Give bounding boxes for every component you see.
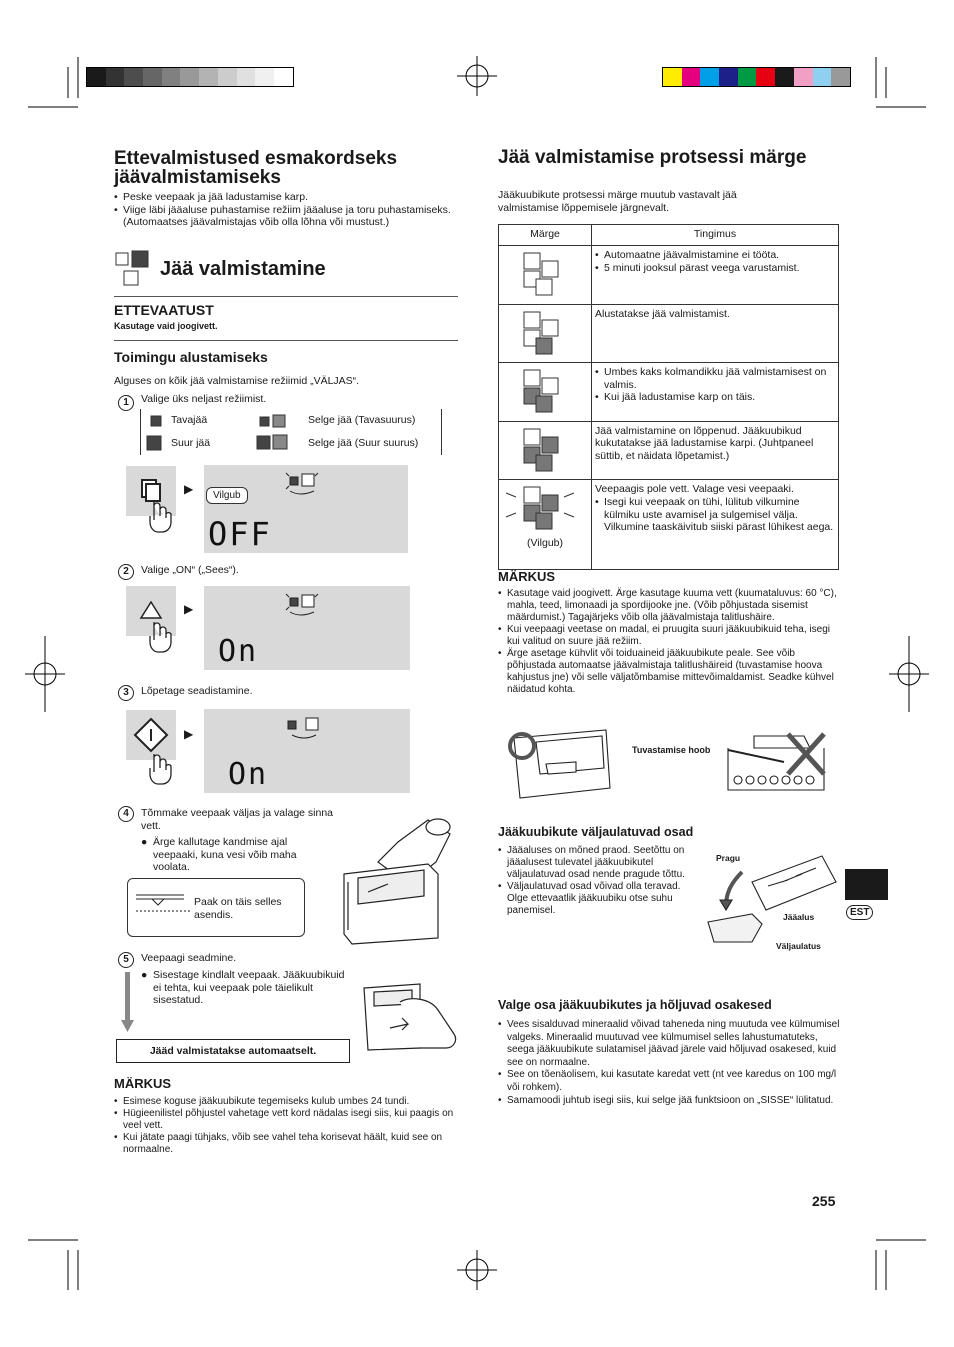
lcd-on-blinking: On [218, 634, 259, 669]
prep-list [114, 191, 454, 229]
list-item: • Kui jää ladustamise karp on täis. [595, 391, 835, 404]
col-tingimus: Tingimus [592, 225, 839, 246]
step-5-text: Veepaagi seadmine. [141, 952, 237, 964]
mode-clear-large: Selge jää (Suur suurus) [308, 437, 419, 449]
right-intro: Jääkuubikute protsessi märge muutub vastavalt jää valmistamise lõppemisele järgnevalt. [498, 189, 737, 214]
label-protrusion: Väljaulatus [776, 941, 821, 951]
hand-pointer-icon [144, 500, 174, 536]
arrow-right-icon: ▶ [184, 727, 194, 741]
step-4-number: 4 [118, 806, 134, 822]
arrow-right-icon: ▶ [184, 482, 194, 496]
blink-ray [564, 493, 574, 497]
color-swatch [274, 68, 293, 86]
lever-illustration [724, 728, 832, 800]
list-item: • Jääaluses on mõned praod. Seetõttu on jääalusest tulevatel jääkuubikutel väljaulatuvad osad nende pragude tõttu. [498, 845, 698, 881]
color-swatch [719, 68, 738, 86]
list-item: • Kui jätate paagi tühjaks, võib see vahel teha korisevat häält, kuid see on normaalne. [114, 1132, 454, 1156]
blink-ray [564, 513, 574, 517]
ice-cubes-icon [114, 249, 158, 291]
list-item: • Väljaulatuvad osad võivad olla teravad. Olge ettevaatlik jääkuubiku otse suhu panemisel. [498, 881, 698, 917]
list-item: • Vees sisalduvad mineraalid võivad taheneda ning muutuda vee külmumisel valgeks. Mineraalid muutuvad vee külmumisel selles lahustumatuteks, seega jääkuubikute sulatamisel jäävad järele vaid hõljuvad osakesed, kuid see on normaalne. [498, 1019, 840, 1069]
caution-title: ETTEVAATUST [114, 302, 214, 318]
step-3-number: 3 [118, 685, 134, 701]
notes-title-left: MÄRKUS [114, 1076, 172, 1091]
color-swatch [775, 68, 794, 86]
cube-status-icon [502, 249, 588, 297]
cube-status-icon [502, 425, 588, 473]
step-3-text: Lõpetage seadistamine. [141, 685, 253, 697]
mode-large: Suur jää [171, 437, 211, 449]
blink-ray [506, 493, 516, 497]
list-item: • Viige läbi jääaluse puhastamise režiim jääaluse ja toru puhastamiseks. (Automaatses jäävalmistajas võib olla lõhna või mustust.) [114, 204, 454, 229]
clear-small-cube-icon [258, 414, 288, 428]
list-item: • Kasutage vaid joogivett. Ärge kasutage kuuma vett (kuumataluvus: 60 °C), mahla, teed, limonaadi ja spordijooke jne. (Võib põhjustada sisemist määrdumist.) Tagajärjeks võib olla jäävalmistaja talitlushäire. [498, 588, 838, 624]
start-intro: Alguses on kõik jää valmistamise režiimid „VÄLJAS“. [114, 375, 360, 387]
insert-tank-illustration [360, 962, 458, 1052]
list-item: • 5 minuti jooksul pärast veega varustamist. [595, 262, 835, 275]
hand-pointer-icon [144, 620, 174, 656]
color-swatch [756, 68, 775, 86]
auto-make-box: Jääd valmistatakse automaatselt. [116, 1039, 350, 1063]
row-text: Jää valmistamine on lõppenud. Jääkuubikud kukutatakse jää ladustamise karpi. (Juhtpaneel süttib, et näidata lõpetamist.) [592, 421, 839, 480]
page-number: 255 [812, 1193, 836, 1209]
list-item: • Automaatne jäävalmistamine ei tööta. [595, 249, 835, 262]
mode-clear-normal: Selge jää (Tavasuurus) [308, 414, 416, 426]
color-swatch [87, 68, 106, 86]
status-table [498, 224, 839, 570]
clear-large-cube-icon [255, 433, 289, 453]
cube-mark [542, 261, 558, 277]
color-swatch [813, 68, 832, 86]
color-swatch [180, 68, 199, 86]
list-item: • See on tõenäolisem, kui kasutate karedat vett (nt vee karedus on 100 mg/l või rohkem). [498, 1069, 840, 1094]
row-text: Alustatakse jää valmistamist. [592, 304, 839, 363]
lever-label: Tuvastamise hoob [632, 745, 711, 755]
list-item: • Kui veepaagi veetase on madal, ei pruugita suuri jääkuubikuid teha, isegi kui valitud on suure jää režiim. [498, 624, 838, 648]
list-item: • Isegi kui veepaak on tühi, lülitub vilkumine külmiku uste avamisel ja sulgemisel välja. Vilkumine taaskäivitub siiski pärast lühikest aega. [595, 496, 835, 534]
cube-status-icon [502, 308, 588, 356]
ice-box-illustration [506, 728, 614, 800]
lcd-on: On [228, 757, 269, 792]
protrude-title: Jääkuubikute väljaulatuvad osad [498, 825, 694, 839]
color-swatch [738, 68, 757, 86]
blinking-cube-icon [282, 469, 322, 495]
right-title: Jää valmistamise protsessi märge [498, 147, 807, 168]
language-tab-marker [845, 869, 888, 900]
water-level-icon [134, 889, 194, 913]
hand-pointer-icon [144, 752, 174, 788]
color-bar [662, 67, 851, 87]
notes-list-right [498, 588, 838, 696]
display-panel-set [204, 709, 410, 793]
color-swatch [663, 68, 682, 86]
cube-mark [542, 320, 558, 336]
step-1-number: 1 [118, 395, 134, 411]
blink-callout: Vilgub [206, 487, 248, 504]
table-row [499, 363, 839, 422]
cube-mark [542, 495, 558, 511]
cube-mark [536, 455, 552, 471]
step-5-note: Sisestage kindlalt veepaak. Jääkuubikuid ei tehta, kui veepaak pole täielikult sisestatud. [153, 969, 345, 1007]
cube-mark [524, 487, 540, 503]
color-swatch [162, 68, 181, 86]
cube-mark [524, 253, 540, 269]
display-panel-on [204, 586, 410, 670]
ice-tray-illustration [702, 852, 838, 948]
list-item: • Samamoodi juhtub isegi siis, kui selge jää funktsioon on „SISSE“ lülitatud. [498, 1095, 840, 1108]
list-item: • Ärge asetage kühvlit või toiduaineid jääkuubikute peale. See võib põhjustada automaatse jäävalmistaja talitlushäireid (tuvastamise hoova kahjustus jne) või selle väljatõmbamise mittevõimaldamist. Seadke kühvel näidatud kohta. [498, 648, 838, 696]
color-swatch [199, 68, 218, 86]
cube-mark [536, 513, 552, 529]
table-row [499, 480, 839, 570]
list-item: • Peske veepaak ja jää ladustamise karp. [114, 191, 454, 204]
label-tray: Jääalus [783, 912, 815, 922]
white-list [498, 1019, 840, 1107]
step-4-text: Tõmmake veepaak väljas ja valage sinna vett. [141, 807, 334, 832]
color-swatch [255, 68, 274, 86]
caution-text: Kasutage vaid joogivett. [114, 321, 218, 331]
protrude-list [498, 845, 698, 917]
large-cube-icon [145, 434, 163, 452]
water-tank-illustration [338, 812, 460, 952]
cube-mark [524, 370, 540, 386]
color-swatch [124, 68, 143, 86]
bullet: ● [141, 969, 148, 981]
arrow-down-icon [120, 972, 136, 1034]
section-title: Jää valmistamine [160, 258, 326, 280]
mode-list [140, 409, 442, 455]
cube-mark [524, 429, 540, 445]
cube-mark [536, 279, 552, 295]
grayscale-bar [86, 67, 294, 87]
row-text: Veepaagis pole vett. Valage vesi veepaaki. [595, 483, 794, 496]
blink-ray [506, 513, 516, 517]
color-swatch [237, 68, 256, 86]
color-swatch [682, 68, 701, 86]
list-item: • Umbes kaks kolmandikku jää valmistamisest on valmis. [595, 366, 835, 391]
language-tab: EST [846, 905, 873, 920]
step-4-note: Ärge kallutage kandmise ajal veepaaki, kuna vesi võib maha voolata. [153, 836, 297, 874]
notes-list-left [114, 1096, 454, 1156]
tank-full-text: Paak on täis selles asendis. [194, 896, 282, 921]
table-row [499, 246, 839, 305]
white-title: Valge osa jääkuubikutes ja hõljuvad osakesed [498, 998, 772, 1012]
label-crack: Pragu [716, 853, 741, 863]
list-item: • Hügieenilistel põhjustel vahetage vett kord nädalas isegi siis, kui paagis on veel vett. [114, 1108, 454, 1132]
step-2-number: 2 [118, 564, 134, 580]
arrow-right-icon: ▶ [184, 602, 194, 616]
cube-mark [536, 338, 552, 354]
color-swatch [831, 68, 850, 86]
cube-status-icon [502, 366, 588, 414]
cube-icon [284, 715, 324, 741]
cube-mark [536, 396, 552, 412]
display-panel-off [204, 465, 408, 553]
color-swatch [218, 68, 237, 86]
cube-mark [542, 378, 558, 394]
step-1-text: Valige üks neljast režiimist. [141, 393, 267, 405]
cube-status-blink-icon [502, 483, 588, 533]
cube-mark [542, 437, 558, 453]
step-5-number: 5 [118, 952, 134, 968]
table-row [499, 421, 839, 480]
blinking-cube-icon [282, 590, 322, 616]
bullet: ● [141, 836, 148, 848]
blink-caption: (Vilgub) [527, 536, 563, 549]
prep-title: Ettevalmistused esmakordseks jäävalmistamiseks [114, 148, 398, 188]
tank-full-callout [127, 878, 305, 937]
color-swatch [700, 68, 719, 86]
color-swatch [106, 68, 125, 86]
col-marge: Märge [499, 225, 592, 246]
notes-title-right: MÄRKUS [498, 569, 556, 584]
mode-normal: Tavajää [171, 414, 208, 426]
list-item: • Esimese koguse jääkuubikute tegemiseks kulub umbes 24 tundi. [114, 1096, 454, 1108]
lcd-off: OFF [208, 515, 272, 553]
step-2-text: Valige „ON“ („Sees“). [141, 564, 239, 576]
color-swatch [143, 68, 162, 86]
table-row [499, 304, 839, 363]
color-swatch [794, 68, 813, 86]
cube-mark [524, 312, 540, 328]
small-cube-icon [149, 414, 163, 428]
start-title: Toimingu alustamiseks [114, 349, 268, 365]
